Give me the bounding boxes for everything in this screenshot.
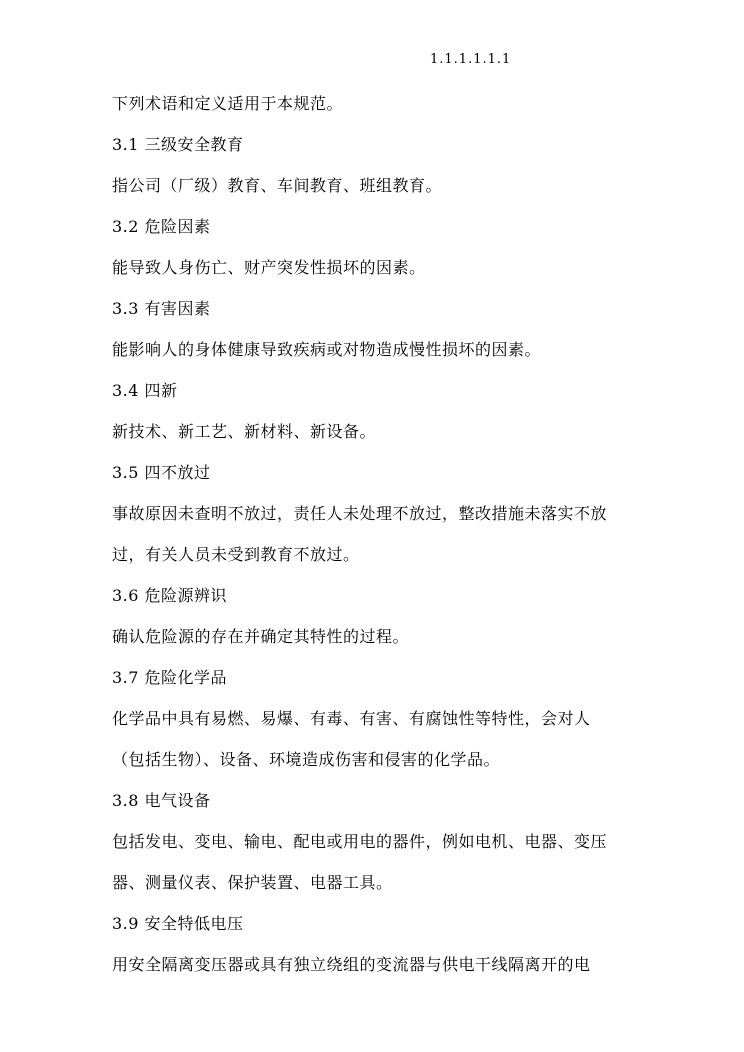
term-heading: 3.1 三级安全教育 (112, 135, 244, 154)
term-definition: 器、测量仪表、保护装置、电器工具。 (112, 873, 393, 892)
document-body (112, 92, 642, 994)
term-definition: 化学品中具有易燃、易爆、有毒、有害、有腐蚀性等特性，会对人 (112, 709, 591, 728)
term-heading: 3.7 危险化学品 (112, 668, 228, 687)
term-definition: 过，有关人员未受到教育不放过。 (112, 545, 360, 564)
term-heading: 3.8 电气设备 (112, 791, 211, 810)
term-definition: 确认危险源的存在并确定其特性的过程。 (112, 627, 410, 646)
intro-text: 下列术语和定义适用于本规范。 (112, 94, 344, 113)
term-definition: 用安全隔离变压器或具有独立绕组的变流器与供电干线隔离开的电 (112, 955, 591, 974)
term-definition: 能影响人的身体健康导致疾病或对物造成慢性损坏的因素。 (112, 340, 542, 359)
section-number: 1.1.1.1.1.1 (430, 52, 512, 67)
term-definition: 指公司（厂级）教育、车间教育、班组教育。 (112, 176, 443, 195)
term-heading: 3.6 危险源辨识 (112, 586, 228, 605)
term-heading: 3.4 四新 (112, 381, 178, 400)
term-heading: 3.5 四不放过 (112, 463, 211, 482)
term-heading: 3.3 有害因素 (112, 299, 211, 318)
term-heading: 3.9 安全特低电压 (112, 914, 244, 933)
term-definition: （包括生物）、设备、环境造成伤害和侵害的化学品。 (112, 750, 501, 769)
term-heading: 3.2 危险因素 (112, 217, 211, 236)
term-definition: 包括发电、变电、输电、配电或用电的器件，例如电机、电器、变压 (112, 832, 608, 851)
term-definition: 新技术、新工艺、新材料、新设备。 (112, 422, 377, 441)
term-definition: 能导致人身伤亡、财产突发性损坏的因素。 (112, 258, 426, 277)
term-definition: 事故原因未查明不放过，责任人未处理不放过，整改措施未落实不放 (112, 504, 608, 523)
